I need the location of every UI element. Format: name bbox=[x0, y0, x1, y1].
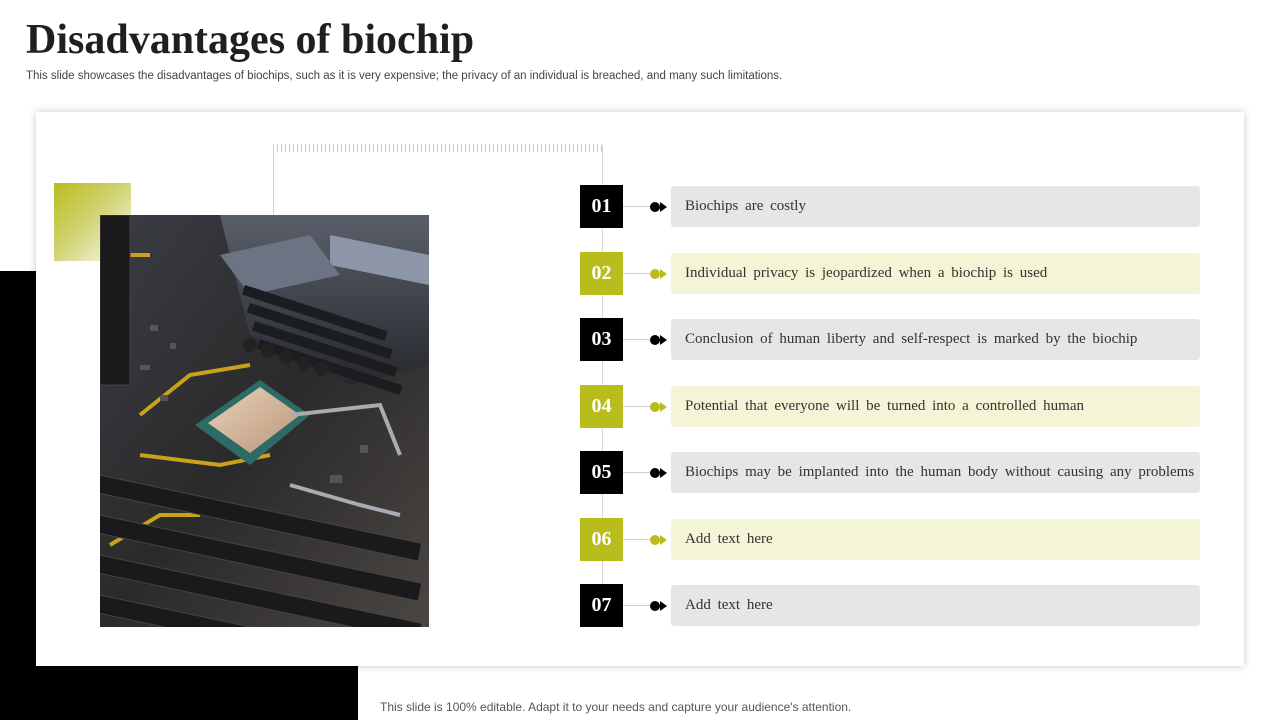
item-text: Add text here bbox=[671, 585, 1200, 626]
footer-note: This slide is 100% editable. Adapt it to your needs and capture your audience's attention. bbox=[380, 700, 852, 714]
item-text: Biochips are costly bbox=[671, 186, 1200, 227]
item-text: Conclusion of human liberty and self-respect is marked by the biochip bbox=[671, 319, 1200, 360]
item-number-badge: 05 bbox=[580, 451, 623, 494]
item-number-badge: 03 bbox=[580, 318, 623, 361]
bullet-arrow-icon bbox=[650, 600, 668, 612]
connector-line bbox=[623, 472, 650, 473]
bullet-arrow-icon bbox=[650, 467, 668, 479]
item-number-badge: 06 bbox=[580, 518, 623, 561]
connector-line bbox=[623, 339, 650, 340]
bullet-arrow-icon bbox=[650, 201, 668, 213]
item-text: Potential that everyone will be turned into a controlled human bbox=[671, 386, 1200, 427]
page-subtitle: This slide showcases the disadvantages of biochips, such as it is very expensive; the privacy of an individual is breached, and many such limitations. bbox=[26, 70, 783, 82]
item-number-badge: 02 bbox=[580, 252, 623, 295]
item-text: Biochips may be implanted into the human body without causing any problems bbox=[671, 452, 1200, 493]
bullet-arrow-icon bbox=[650, 534, 668, 546]
bullet-arrow-icon bbox=[650, 268, 668, 280]
item-number-badge: 04 bbox=[580, 385, 623, 428]
item-number-badge: 01 bbox=[580, 185, 623, 228]
connector-line bbox=[623, 273, 650, 274]
connector-line bbox=[623, 406, 650, 407]
page-title: Disadvantages of biochip bbox=[26, 17, 475, 63]
decorative-ruler-line bbox=[273, 144, 274, 216]
motherboard-photo bbox=[100, 215, 429, 627]
connector-line bbox=[623, 206, 650, 207]
bullet-arrow-icon bbox=[650, 334, 668, 346]
item-text: Individual privacy is jeopardized when a biochip is used bbox=[671, 253, 1200, 294]
item-number-badge: 07 bbox=[580, 584, 623, 627]
decorative-ruler bbox=[273, 144, 603, 152]
item-text: Add text here bbox=[671, 519, 1200, 560]
connector-line bbox=[623, 539, 650, 540]
connector-line bbox=[623, 605, 650, 606]
bullet-arrow-icon bbox=[650, 401, 668, 413]
